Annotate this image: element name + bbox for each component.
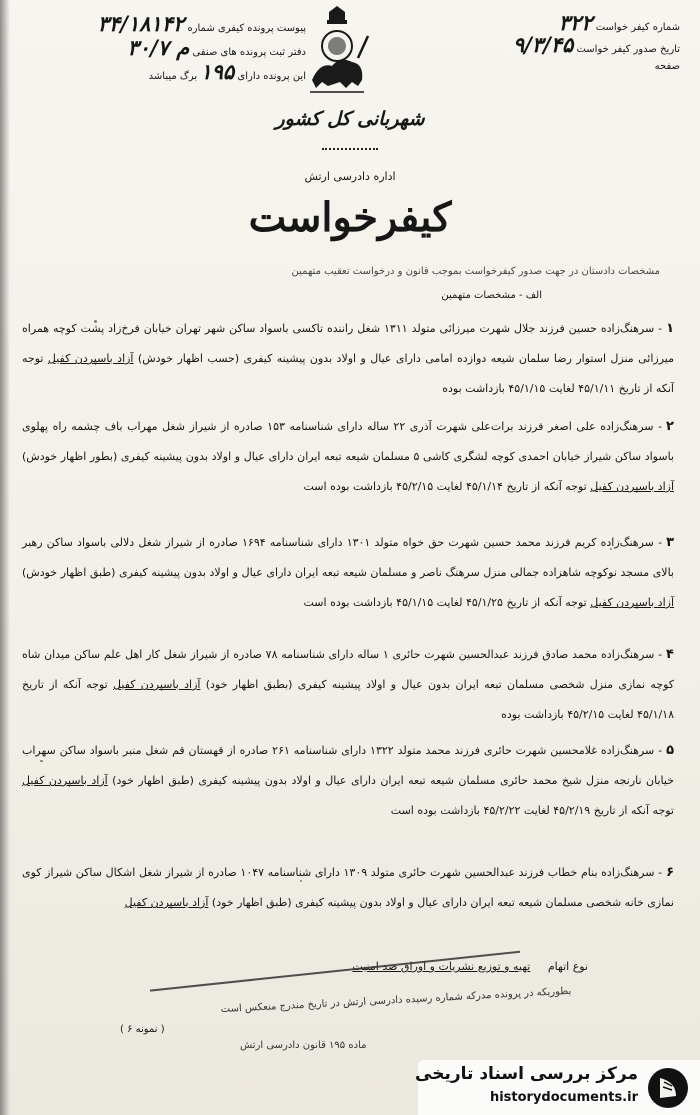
issue-date-label: تاریخ صدور کیفر خواست	[576, 44, 680, 55]
entry-details: - سرهنگ‌زاده کریم فرزند محمد حسین شهرت حق خواه متولد ۱۳۰۱ دارای شناسنامه ۱۶۹۴ صادره از شیراز شغل دلالی باسواد ساکن رهبر بالای مسجد نوکوچه شاهزاده جمالی منزل سرهنگ ناصر و مسلمان شیعه تبعه ایران دارای عیال و اولاد بدون پیشینه کیفری (طبق اظهار خودش)	[22, 536, 674, 579]
entry-status: آزاد باسپردن کفیل	[590, 480, 674, 493]
entry-number: ۴	[666, 647, 674, 662]
entry-status: آزاد باسپردن کفیل	[590, 596, 674, 609]
entry-details: - سرهنگ‌زاده محمد صادق فرزند عبدالحسین شهرت حائری ۱ ساله دارای شناسنامه ۷۸ صادره از شیراز شغل کار اهل علم ساکن میدان شاه کوچه نمازی منزل شخصی مسلمان تبعه ایران بدون عیال و اولاد پیشینه کیفری (بطبق اظهار خود)	[22, 648, 675, 691]
entry-details: - سرهنگ‌زاده علی اصغر فرزند برات‌علی شهرت آذری ۲۲ ساله دارای شناسنامه ۱۵۳ صادره از شیراز شغل مهراب باف چشمه راه پهلوی باسواد ساکن شیراز خیابان احمدی کوچه لشگری کاشی ۵ مسلمان شیعه تبعه ایران دارای عیال و اولاد بدون پیشینه کیفری (بطور اظهار خودش)	[22, 420, 674, 463]
entry-details: - سرهنگ‌زاده بنام خطاب فرزند عبدالحسین شهرت حائری متولد ۱۳۰۹ دارای شناسنامه ۱۰۴۷ صادره از شیراز شغل اشکال ساکن شیراز کوی نمازی خانه شخصی مسلمان شیعه تبعه ایران دارای عیال و اولاد بدون پیشینه کیفری (طبق اظهار خود)	[22, 866, 674, 909]
accused-entry	[22, 858, 674, 918]
charge-value: تهیه و توزیع نشریات و اوراق ضد امنیت	[352, 960, 531, 973]
legal-reference: ماده ۱۹۵ قانون دادرسی ارتش	[240, 1040, 367, 1051]
accused-entry	[22, 412, 674, 502]
page-count-value: ۱۹۵	[200, 59, 235, 84]
organization-title: شهربانی کل کشور	[275, 108, 425, 130]
entry-status: آزاد باسپردن کفیل	[124, 896, 209, 909]
page-label: صفحه	[654, 61, 680, 72]
header-right-block	[445, 10, 680, 75]
page-row	[445, 58, 680, 75]
entry-status: آزاد باسپردن کفیل	[22, 774, 108, 787]
charge-label: نوع اتهام	[547, 960, 588, 973]
entry-detention: توجه آنکه از تاریخ ۴۵/۲/۱۹ لغایت ۴۵/۲/۲۲ بازداشت بوده است	[390, 804, 674, 817]
intro-line: مشخصات دادستان در جهت صدور کیفرخواست بموجب قانون و درخواست تعقیب متهمین	[291, 266, 660, 277]
entry-details: - سرهنگ‌زاده حسین فرزند جلال شهرت میرزائی متولد ۱۳۱۱ شغل راننده تاکسی باسواد ساکن شهر تهران خیابان فرخ‌زاد پشت کوچه همراه میرزائی منزل استوار رضا سلمان شیعه دوازده امامی دارای عیال و اولاد بدون پیشینه کیفری (حسب اظهار خودش)	[22, 322, 674, 365]
accused-entry	[22, 528, 674, 618]
case-file-label: پیوست پرونده کیفری شماره	[187, 23, 306, 34]
entry-status: آزاد باسپردن کفیل	[47, 352, 134, 365]
watermark-title: مرکز بررسی اسناد تاریخی	[415, 1064, 638, 1084]
registry-label: دفتر ثبت پرونده های صنفی	[192, 47, 306, 58]
case-file-value: ۳۴/۱۸۱۴۲	[97, 11, 185, 36]
entry-number: ۲	[666, 419, 674, 434]
header-left-block	[66, 11, 306, 86]
watermark-url: historydocuments.ir	[489, 1090, 638, 1105]
accused-entry	[22, 736, 674, 826]
watermark	[415, 1060, 700, 1115]
form-number: ( نمونه ۶ )	[120, 1024, 165, 1035]
accused-entry	[22, 314, 674, 404]
office-name: اداره دادرسی ارتش	[304, 170, 396, 183]
issue-date-row	[445, 32, 680, 58]
entry-number: ۶	[666, 865, 674, 880]
case-number-label: شماره کیفر خواست	[595, 22, 680, 33]
document-title: کیفرخواست	[248, 194, 452, 241]
entry-detention: توجه آنکه از تاریخ ۴۵/۱/۱۸ لغایت ۴۵/۲/۱۵ بازداشت بوده	[22, 678, 674, 721]
registry-row	[66, 35, 306, 62]
case-number-value: ۳۲۲	[558, 10, 593, 35]
document-center-logo-icon	[646, 1066, 690, 1110]
lion-and-sun-emblem-icon	[302, 6, 372, 98]
stamp-text: بطوریکه در پرونده مدرکه شماره رسیده دادرسی ارتش در تاریخ مندرج منعکس است	[220, 985, 572, 1016]
page-count-label: این پرونده دارای	[237, 71, 306, 82]
entry-details: - سرهنگ‌زاده غلامحسین شهرت حائری فرزند محمد متولد ۱۳۲۲ دارای شناسنامه ۲۶۱ صادره از قهستان قم شغل منبر باسواد ساکن سهراب خیابان نارنجه منزل شیخ محمد حائری مسلمان شیعه تبعه ایران دارای عیال و اولاد بدون پیشینه کیفری (طبق اظهار خود)	[22, 744, 674, 787]
entry-number: ۱	[666, 321, 674, 336]
scan-edge-shadow	[0, 0, 10, 1115]
page-count-suffix: برگ میباشد	[148, 71, 198, 82]
accused-entry	[22, 640, 674, 730]
entry-detention: توجه آنکه از تاریخ ۴۵/۱/۱۴ لغایت ۴۵/۲/۱۵ بازداشت بوده است	[303, 480, 587, 493]
entry-number: ۳	[666, 535, 674, 550]
section-heading: الف - مشخصات متهمین	[441, 290, 542, 301]
registry-value: م ۳۰/۷	[127, 35, 190, 60]
title-divider	[322, 148, 378, 150]
issue-date-value: ۹/۳/۴۵	[512, 32, 574, 57]
entry-number: ۵	[666, 743, 674, 758]
page-count-row	[66, 59, 306, 86]
entry-detention: توجه آنکه از تاریخ ۴۵/۱/۱۱ لغایت ۴۵/۱/۱۵ بازداشت بوده	[22, 352, 674, 395]
entry-detention: توجه آنکه از تاریخ ۴۵/۱/۲۵ لغایت ۴۵/۱/۱۵ بازداشت بوده است	[303, 596, 587, 609]
entry-status: آزاد باسپردن کفیل	[113, 678, 201, 691]
